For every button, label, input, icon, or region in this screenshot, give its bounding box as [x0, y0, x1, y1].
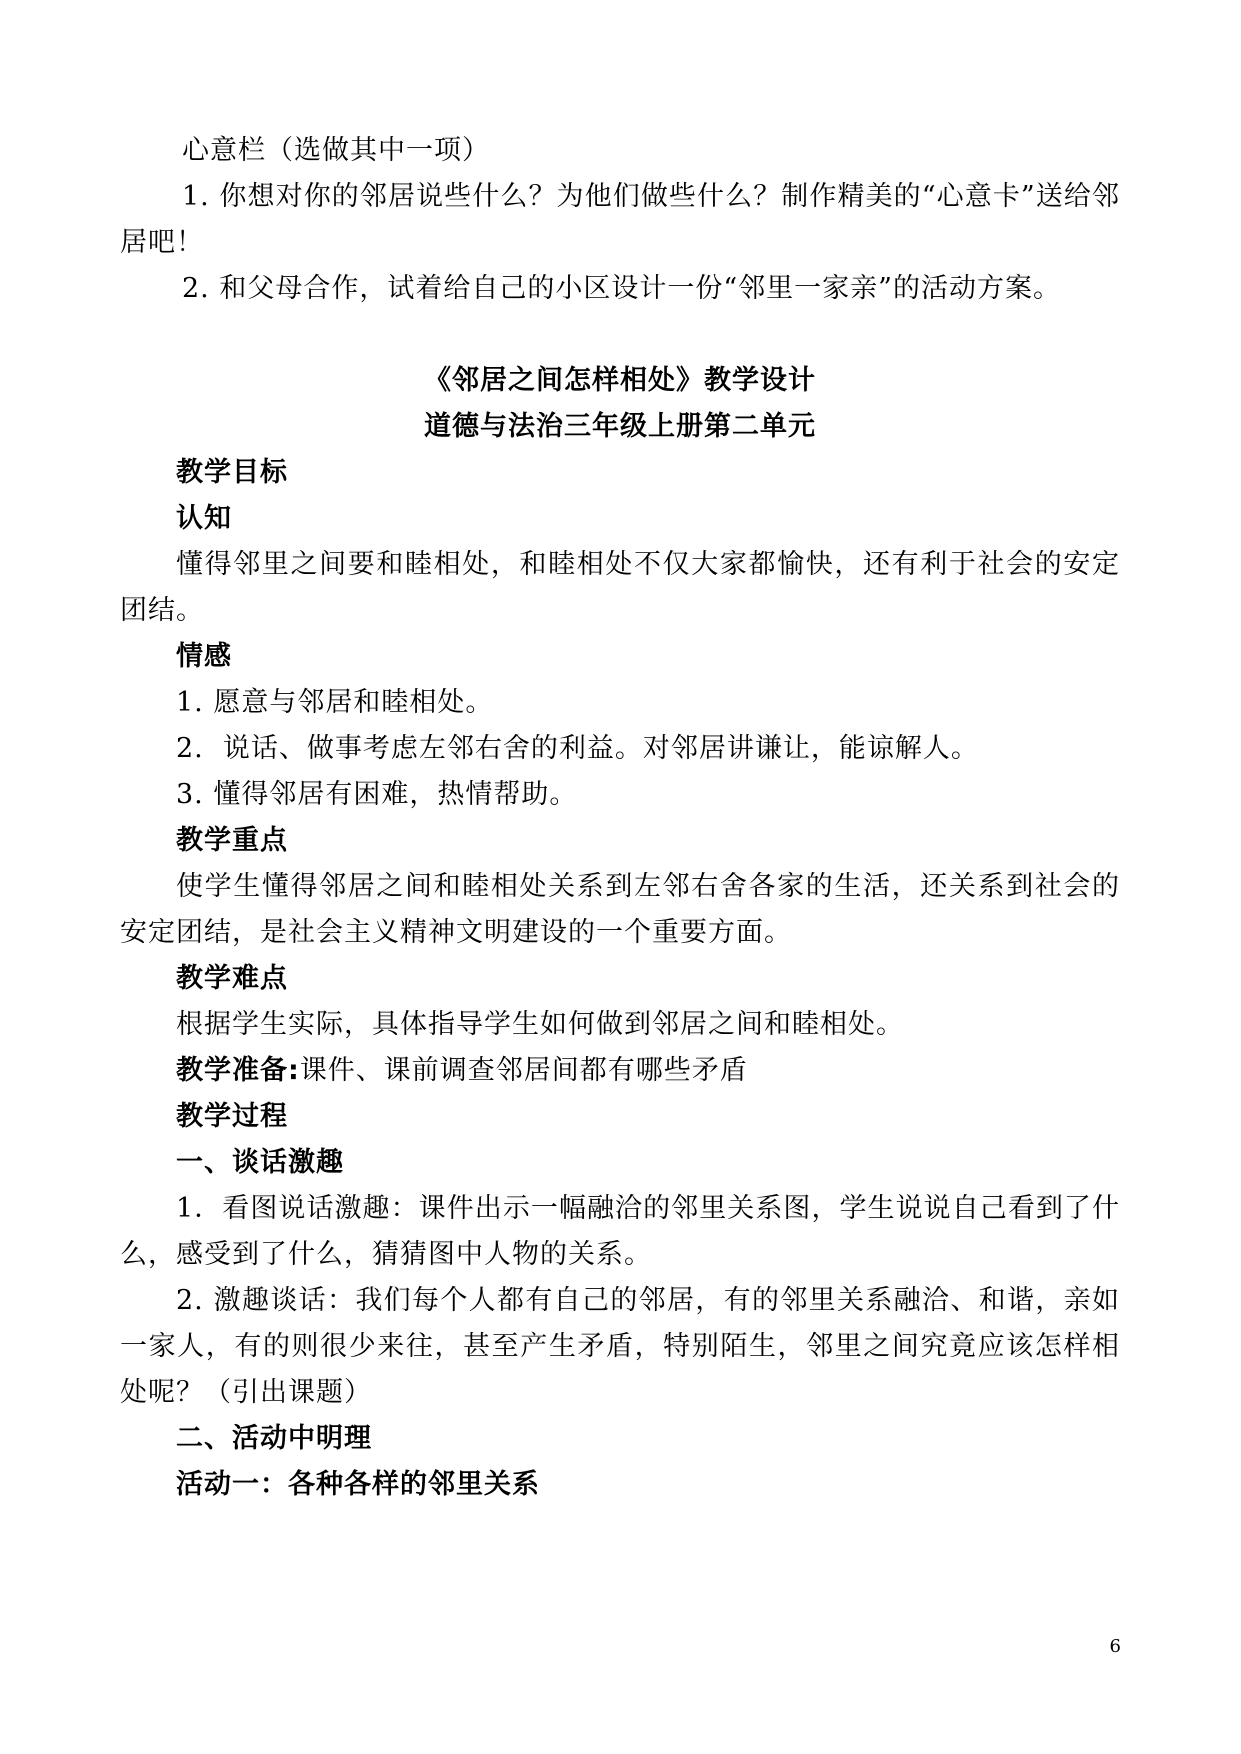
xinyi-item-2: 2. 和父母合作，试着给自己的小区设计一份“邻里一家亲”的活动方案。 — [182, 273, 1061, 304]
page-content — [120, 128, 1120, 1508]
activity1-heading: 活动一：各种各样的邻里关系 — [176, 1469, 540, 1500]
difficulties-heading: 教学难点 — [176, 963, 288, 994]
preparation-label: 教学准备: — [176, 1055, 300, 1086]
emotion-item-3: 3. 懂得邻居有困难，热情帮助。 — [176, 779, 578, 810]
goals-heading: 教学目标 — [176, 457, 288, 488]
spacer — [120, 312, 1120, 358]
emotion-item-2: 2. 说话、做事考虑左邻右舍的利益。对邻居讲谦让，能谅解人。 — [176, 733, 979, 764]
xinyi-item-1: 1. 你想对你的邻居说些什么？为他们做些什么？制作精美的“心意卡”送给邻居吧！ — [120, 181, 1120, 258]
emotion-item-1: 1. 愿意与邻居和睦相处。 — [176, 687, 494, 718]
key-points-text: 使学生懂得邻居之间和睦相处关系到左邻右舍各家的生活，还关系到社会的安定团结，是社会主义精神文明建设的一个重要方面。 — [120, 871, 1120, 948]
cognition-heading: 认知 — [176, 503, 232, 534]
part1-item-1: 1．看图说话激趣：课件出示一幅融洽的邻里关系图，学生说说自己看到了什么，感受到了什么，猜猜图中人物的关系。 — [120, 1193, 1120, 1270]
emotion-heading: 情感 — [176, 641, 232, 672]
part1-item-2: 2. 激趣谈话：我们每个人都有自己的邻居，有的邻里关系融洽、和谐，亲如一家人，有的则很少来往，甚至产生矛盾，特别陌生，邻里之间究竟应该怎样相处呢？（引出课题） — [120, 1285, 1120, 1408]
xinyi-heading: 心意栏（选做其中一项） — [182, 135, 490, 166]
difficulties-text: 根据学生实际，具体指导学生如何做到邻居之间和睦相处。 — [176, 1009, 904, 1040]
key-points-heading: 教学重点 — [176, 825, 288, 856]
document-subtitle: 道德与法治三年级上册第二单元 — [424, 411, 816, 442]
preparation-line — [120, 1048, 1120, 1094]
preparation-text: 课件、课前调查邻居间都有哪些矛盾 — [299, 1055, 748, 1086]
process-heading: 教学过程 — [176, 1101, 288, 1132]
document-title: 《邻居之间怎样相处》教学设计 — [424, 365, 816, 396]
page-number: 6 — [1109, 1636, 1121, 1657]
part1-heading: 一、谈话激趣 — [176, 1147, 344, 1178]
part2-heading: 二、活动中明理 — [176, 1423, 372, 1454]
cognition-text: 懂得邻里之间要和睦相处，和睦相处不仅大家都愉快，还有利于社会的安定团结。 — [120, 549, 1120, 626]
